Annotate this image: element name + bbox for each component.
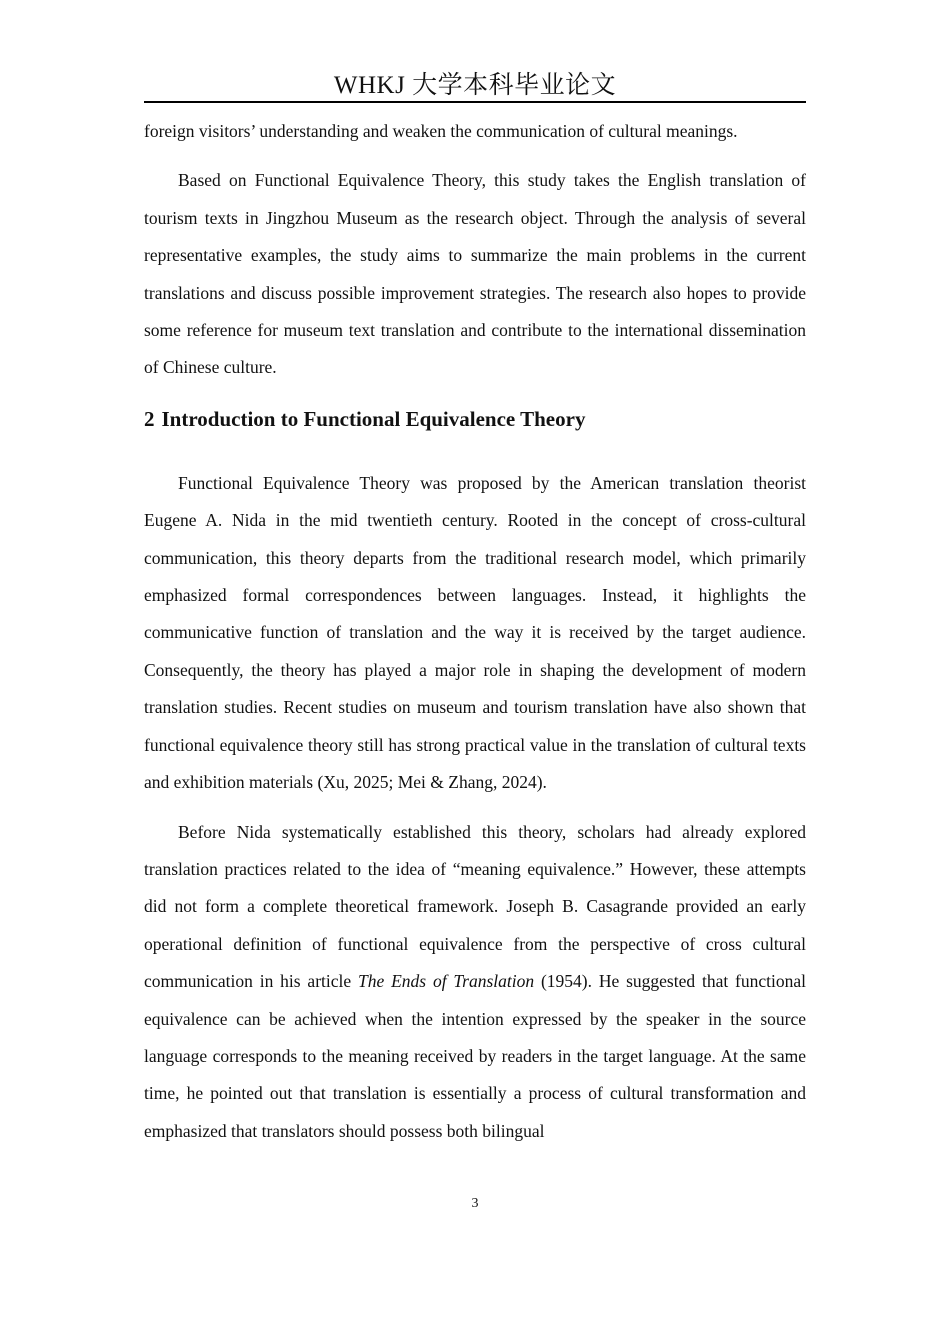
page-body: [144, 113, 806, 1162]
paragraph-before-nida-part2: (1954). He suggested that functional equivalence can be achieved when the intention expressed by the speaker in the source language corresponds to the meaning received by readers in the target language. At the same time, he pointed out that translation is essentially a process of cultural transformation and emphasized that translators should possess both bilingual: [144, 971, 806, 1141]
page-header: WHKJ 大学本科毕业论文: [333, 72, 617, 99]
paragraph-study-aim: Based on Functional Equivalence Theory, this study takes the English translation of tourism texts in Jingzhou Museum as the research object. Through the analysis of several representative examples, the study aims to summarize the main problems in the current translations and discuss possible improvement strategies. The research also hopes to provide some reference for museum text translation and contribute to the international dissemination of Chinese culture.: [144, 170, 806, 378]
section-title: Introduction to Functional Equivalence Theory: [161, 406, 586, 431]
section-heading: [144, 399, 806, 439]
header-rule: [144, 101, 806, 103]
paragraph-intro-end: foreign visitors’ understanding and weaken the communication of cultural meanings.: [144, 121, 738, 141]
paragraph-before-nida: [144, 814, 806, 1151]
paragraph-theory-origin: Functional Equivalence Theory was proposed by the American translation theorist Eugene A. Nida in the mid twentieth century. Rooted in the concept of cross-cultural communication, this theory departs from the traditional research model, which primarily emphasized formal correspondences between languages. Instead, it highlights the communicative function of translation and the way it is received by the target audience. Consequently, the theory has played a major role in shaping the development of modern translation studies. Recent studies on museum and tourism translation have also shown that functional equivalence theory still has strong practical value in the translation of cultural texts and exhibition materials (Xu, 2025; Mei & Zhang, 2024).: [144, 472, 806, 793]
paragraph-before-nida-part1: Before Nida systematically established this theory, scholars had already explored translation practices related to the idea of “meaning equivalence.” However, these attempts did not form a complete theoretical framework. Joseph B. Casagrande provided an early operational definition of functional equivalence from the perspective of cross cultural communication in his article: [144, 821, 806, 992]
page-number: 3: [471, 1196, 479, 1211]
section-number: 2: [144, 406, 155, 431]
article-title: The Ends of Translation: [358, 971, 535, 992]
